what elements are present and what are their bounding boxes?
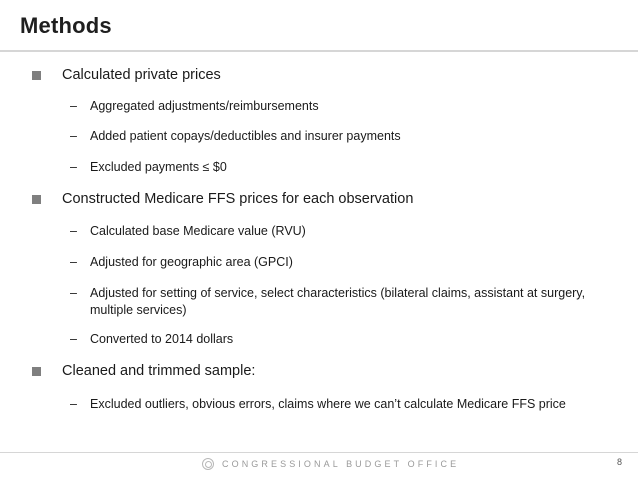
dash-bullet-icon: –	[70, 332, 77, 346]
sub-bullet-item	[70, 128, 615, 145]
sub-bullet-text: Adjusted for setting of service, select characteristics (bilateral claims, assistant at surgery, multiple services)	[90, 286, 586, 317]
square-bullet-icon	[32, 71, 41, 80]
dash-bullet-icon: –	[70, 286, 77, 300]
cbo-seal-icon	[202, 458, 214, 470]
square-bullet-icon	[32, 367, 41, 376]
dash-bullet-icon: –	[70, 160, 77, 174]
dash-bullet-icon: –	[70, 397, 77, 411]
sub-bullet-text: Aggregated adjustments/reimbursements	[90, 99, 319, 113]
dash-bullet-icon: –	[70, 99, 77, 113]
slide-title: Methods	[20, 13, 112, 38]
sub-bullet-item	[70, 98, 615, 115]
sub-bullet-text: Excluded outliers, obvious errors, claims where we can’t calculate Medicare FFS price	[90, 397, 566, 411]
footer-organization: CONGRESSIONAL BUDGET OFFICE	[222, 459, 460, 469]
sub-bullet-item	[70, 285, 615, 319]
sub-bullet-text: Added patient copays/deductibles and insurer payments	[90, 129, 401, 143]
dash-bullet-icon: –	[70, 255, 77, 269]
bullet-text: Calculated private prices	[62, 67, 221, 83]
sub-bullet-item	[70, 396, 615, 413]
page-number: 8	[616, 457, 622, 467]
sub-bullet-item	[70, 254, 615, 271]
sub-bullet-text: Calculated base Medicare value (RVU)	[90, 224, 306, 238]
sub-bullet-text: Converted to 2014 dollars	[90, 332, 234, 346]
footer-divider	[0, 452, 638, 453]
sub-bullet-item	[70, 159, 615, 176]
dash-bullet-icon: –	[70, 224, 77, 238]
square-bullet-icon	[32, 195, 41, 204]
sub-bullet-text: Excluded payments ≤ $0	[90, 160, 227, 174]
dash-bullet-icon: –	[70, 129, 77, 143]
sub-bullet-item	[70, 331, 615, 348]
sub-bullet-text: Adjusted for geographic area (GPCI)	[90, 255, 293, 269]
bullet-text: Constructed Medicare FFS prices for each observation	[62, 191, 414, 207]
bullet-text: Cleaned and trimmed sample:	[62, 363, 256, 379]
sub-bullet-item	[70, 223, 615, 240]
